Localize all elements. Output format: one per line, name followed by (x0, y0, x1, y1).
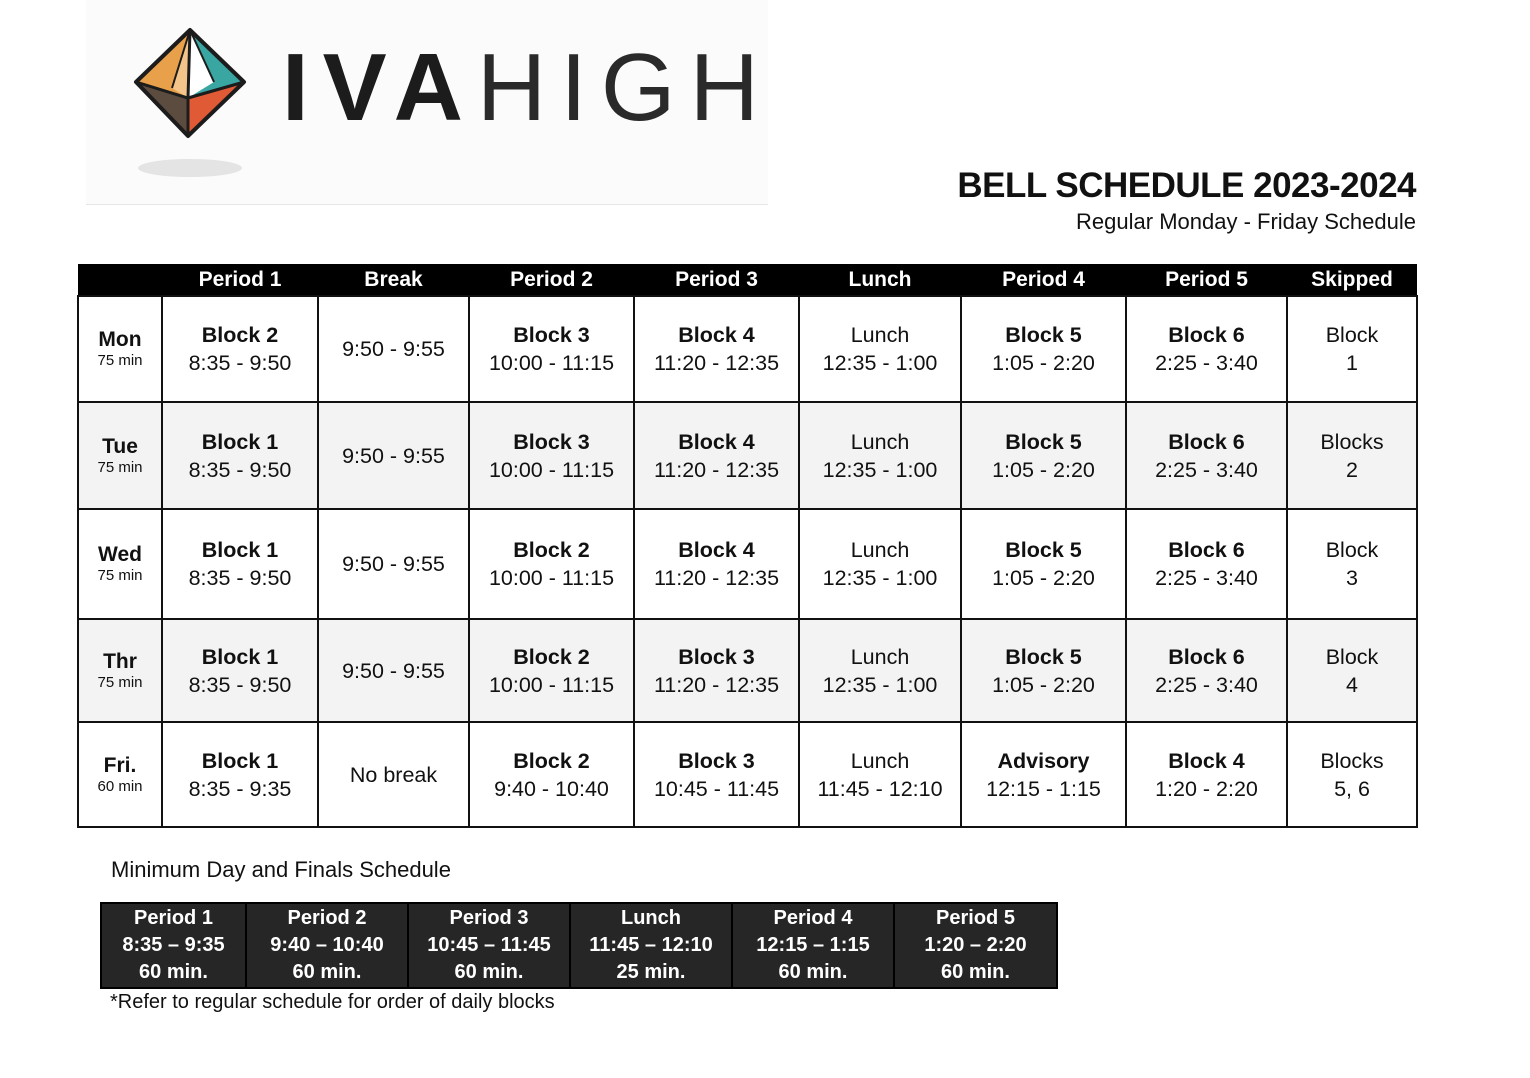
block-label: Block 5 (1005, 429, 1082, 454)
lunch-cell (799, 296, 961, 402)
table-row (78, 509, 1417, 619)
block-time: 1:05 - 2:20 (992, 351, 1095, 375)
block-time: 8:35 - 9:35 (188, 776, 292, 801)
schedule-header-row (78, 264, 1417, 296)
break-cell: No break (318, 722, 469, 827)
block-time: 2:25 - 3:40 (1155, 457, 1258, 482)
table-row (78, 296, 1417, 402)
block-time: 11:20 - 12:35 (653, 351, 780, 375)
day-cell (78, 296, 162, 402)
minimum-period-time: 1:20 – 2:20 (924, 934, 1027, 956)
minimum-period-name: Period 2 (287, 907, 367, 929)
skipped-cell (1287, 402, 1417, 509)
minimum-period-cell (408, 903, 570, 988)
block-label: Block 3 (678, 644, 755, 669)
block-time: 10:00 - 11:15 (488, 672, 615, 697)
minimum-period-duration: 60 min. (292, 961, 362, 983)
minimum-period-name: Period 1 (134, 907, 213, 929)
block-label: Block 4 (1168, 748, 1245, 773)
column-header: Period 3 (634, 264, 799, 296)
block-label: Block 1 (201, 748, 279, 773)
column-header (78, 264, 162, 296)
minimum-period-time: 8:35 – 9:35 (122, 934, 225, 956)
period2-cell (469, 509, 634, 619)
table-row (78, 402, 1417, 509)
lunch-time: 12:35 - 1:00 (822, 351, 938, 375)
block-time: 1:05 - 2:20 (992, 566, 1095, 590)
skipped-line2: 5, 6 (1334, 776, 1370, 801)
block-label: Block 2 (513, 644, 590, 669)
lunch-label: Lunch (850, 323, 910, 347)
period4-cell (961, 722, 1126, 827)
lunch-label: Lunch (850, 644, 910, 669)
break-cell: 9:50 - 9:55 (318, 402, 469, 509)
column-header: Lunch (799, 264, 961, 296)
block-label: Block 2 (513, 538, 590, 562)
minimum-period-duration: 60 min. (454, 961, 524, 983)
minimum-period-name: Period 5 (936, 907, 1015, 929)
period1-cell (162, 722, 318, 827)
footnote: *Refer to regular schedule for order of daily blocks (110, 991, 555, 1013)
block-label: Block 3 (513, 429, 590, 454)
period3-cell (634, 722, 799, 827)
skipped-line2: 3 (1346, 566, 1358, 590)
period1-cell (162, 402, 318, 509)
period3-cell (634, 296, 799, 402)
minimum-period-name: Lunch (621, 907, 681, 929)
skipped-line1: Block (1325, 538, 1379, 562)
bell-schedule-table (77, 264, 1418, 828)
minimum-period-cell (246, 903, 408, 988)
period5-cell (1126, 402, 1287, 509)
day-cell (78, 402, 162, 509)
day-minutes: 75 min (97, 673, 143, 691)
period4-cell (961, 619, 1126, 722)
minimum-period-cell (894, 903, 1057, 988)
block-time: 11:20 - 12:35 (653, 672, 780, 697)
day-minutes: 75 min (97, 567, 143, 584)
block-time: 10:00 - 11:15 (488, 566, 615, 590)
column-header: Period 2 (469, 264, 634, 296)
block-time: 10:00 - 11:15 (488, 351, 615, 375)
period4-cell (961, 296, 1126, 402)
block-label: Block 2 (513, 748, 590, 773)
lunch-label: Lunch (850, 748, 910, 773)
minimum-period-duration: 60 min. (139, 961, 208, 983)
lunch-cell (799, 619, 961, 722)
block-time: 2:25 - 3:40 (1155, 672, 1258, 697)
block-time: 10:00 - 11:15 (488, 457, 615, 482)
minimum-period-duration: 60 min. (778, 961, 848, 983)
skipped-line2: 4 (1346, 672, 1358, 697)
minimum-day-row (101, 903, 1057, 988)
period1-cell (162, 619, 318, 722)
column-header: Period 5 (1126, 264, 1287, 296)
block-time: 2:25 - 3:40 (1155, 351, 1258, 375)
skipped-line1: Block (1325, 644, 1379, 669)
lunch-label: Lunch (850, 429, 910, 454)
day-label: Thr (103, 649, 137, 673)
column-header: Break (318, 264, 469, 296)
lunch-cell (799, 509, 961, 619)
block-label: Block 6 (1168, 538, 1245, 562)
block-time: 11:20 - 12:35 (653, 566, 780, 590)
day-cell (78, 619, 162, 722)
minimum-period-name: Period 4 (773, 907, 853, 929)
block-label: Block 4 (678, 538, 755, 562)
period5-cell (1126, 509, 1287, 619)
skipped-line1: Blocks (1320, 748, 1384, 773)
column-header: Period 4 (961, 264, 1126, 296)
minimum-period-cell (570, 903, 732, 988)
period5-cell (1126, 722, 1287, 827)
block-label: Block 5 (1005, 323, 1082, 347)
minimum-period-time: 12:15 – 1:15 (756, 934, 870, 956)
minimum-period-name: Period 3 (449, 907, 529, 929)
day-minutes: 75 min (97, 352, 143, 369)
block-label: Block 5 (1005, 538, 1082, 562)
break-cell: 9:50 - 9:55 (318, 296, 469, 402)
skipped-cell (1287, 296, 1417, 402)
block-label: Block 1 (201, 644, 279, 669)
block-time: 8:35 - 9:50 (188, 351, 292, 375)
block-time: 2:25 - 3:40 (1155, 566, 1258, 590)
minimum-period-time: 9:40 – 10:40 (270, 934, 384, 956)
block-label: Block 3 (513, 323, 590, 347)
block-label: Block 1 (201, 538, 279, 562)
lunch-time: 12:35 - 1:00 (822, 566, 938, 590)
page-subtitle: Regular Monday - Friday Schedule (1076, 209, 1416, 234)
block-time: 8:35 - 9:50 (188, 457, 292, 482)
block-time: 12:15 - 1:15 (986, 776, 1101, 801)
break-cell: 9:50 - 9:55 (318, 509, 469, 619)
skipped-cell (1287, 619, 1417, 722)
block-label: Block 1 (201, 429, 279, 454)
skipped-line2: 1 (1346, 351, 1358, 375)
logo-word-high: HIGH (476, 34, 773, 141)
day-label: Fri. (103, 753, 137, 777)
skipped-line2: 2 (1346, 457, 1358, 482)
table-row (78, 619, 1417, 722)
minimum-day-label: Minimum Day and Finals Schedule (111, 857, 451, 882)
minimum-period-time: 10:45 – 11:45 (427, 934, 551, 956)
day-label: Mon (98, 328, 142, 351)
skipped-cell (1287, 722, 1417, 827)
lunch-label: Lunch (850, 538, 910, 562)
block-label: Block 6 (1168, 644, 1245, 669)
minimum-period-duration: 25 min. (616, 961, 686, 983)
minimum-period-time: 11:45 – 12:10 (589, 934, 713, 956)
lunch-cell (799, 722, 961, 827)
period1-cell (162, 509, 318, 619)
block-time: 9:40 - 10:40 (494, 776, 609, 801)
block-label: Block 5 (1005, 644, 1082, 669)
period4-cell (961, 509, 1126, 619)
logo-wordmark (282, 34, 773, 141)
period2-cell (469, 722, 634, 827)
day-label: Wed (98, 543, 142, 566)
day-cell (78, 722, 162, 827)
skipped-line1: Blocks (1320, 429, 1384, 454)
column-header: Skipped (1287, 264, 1417, 296)
page-title: BELL SCHEDULE 2023-2024 (957, 166, 1416, 205)
lunch-cell (799, 402, 961, 509)
block-time: 8:35 - 9:50 (188, 566, 292, 590)
period5-cell (1126, 296, 1287, 402)
period3-cell (634, 402, 799, 509)
skipped-cell (1287, 509, 1417, 619)
block-label: Block 3 (678, 748, 755, 773)
lunch-time: 12:35 - 1:00 (822, 457, 938, 482)
break-cell: 9:50 - 9:55 (318, 619, 469, 722)
block-label: Block 6 (1168, 323, 1245, 347)
block-label: Block 2 (201, 323, 279, 347)
period2-cell (469, 619, 634, 722)
day-cell (78, 509, 162, 619)
iva-high-logo-icon (132, 26, 248, 182)
block-label: Advisory (997, 748, 1090, 773)
minimum-day-table (100, 902, 1058, 989)
block-time: 1:05 - 2:20 (992, 672, 1095, 697)
period2-cell (469, 402, 634, 509)
period3-cell (634, 619, 799, 722)
period4-cell (961, 402, 1126, 509)
period2-cell (469, 296, 634, 402)
lunch-time: 11:45 - 12:10 (817, 776, 943, 801)
lunch-time: 12:35 - 1:00 (822, 672, 938, 697)
table-row (78, 722, 1417, 827)
minimum-period-cell (101, 903, 246, 988)
block-time: 11:20 - 12:35 (653, 457, 780, 482)
block-label: Block 6 (1168, 429, 1245, 454)
period5-cell (1126, 619, 1287, 722)
block-time: 10:45 - 11:45 (653, 776, 780, 801)
skipped-line1: Block (1325, 323, 1379, 347)
period3-cell (634, 509, 799, 619)
block-time: 1:20 - 2:20 (1155, 776, 1258, 801)
block-label: Block 4 (678, 429, 755, 454)
minimum-period-cell (732, 903, 894, 988)
day-label: Tue (102, 434, 138, 458)
column-header: Period 1 (162, 264, 318, 296)
block-time: 8:35 - 9:50 (188, 672, 292, 697)
block-time: 1:05 - 2:20 (992, 457, 1095, 482)
block-label: Block 4 (678, 323, 755, 347)
logo-panel (86, 0, 773, 205)
day-minutes: 60 min (97, 777, 143, 795)
logo-word-iva: IVA (282, 34, 477, 141)
minimum-period-duration: 60 min. (941, 961, 1010, 983)
day-minutes: 75 min (97, 458, 143, 476)
period1-cell (162, 296, 318, 402)
